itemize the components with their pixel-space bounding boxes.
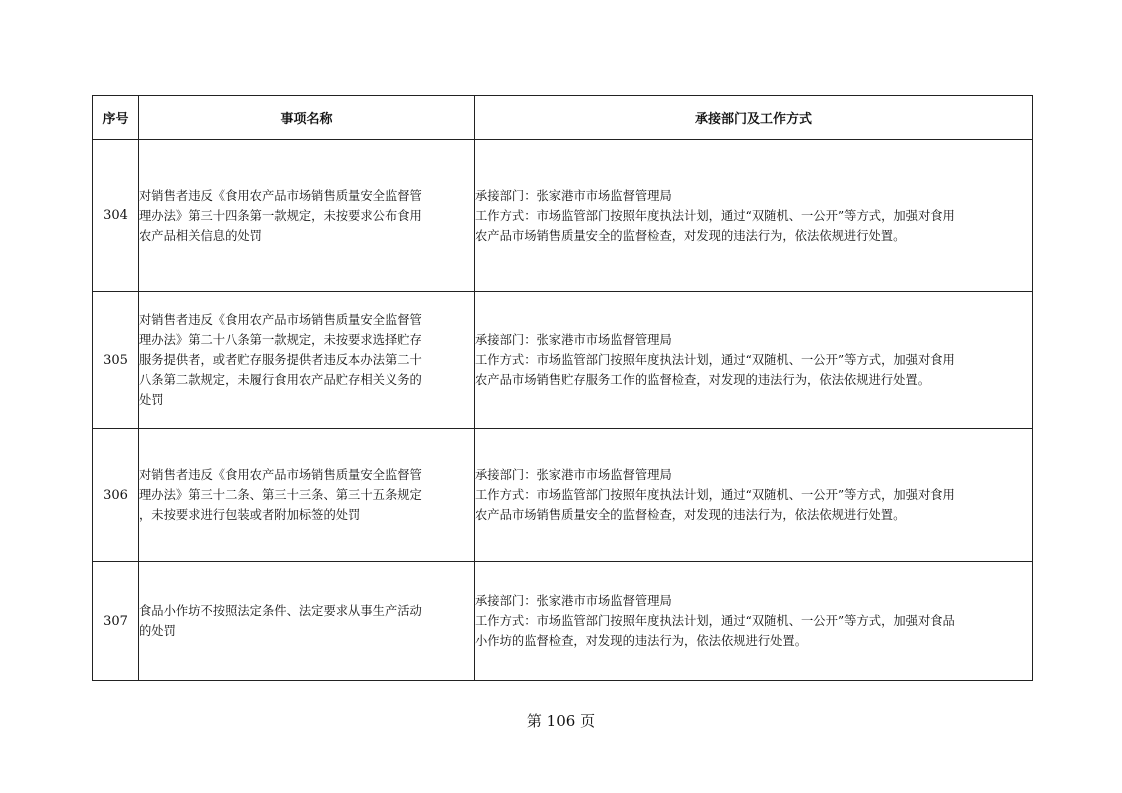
- header-dept: 承接部门及工作方式: [475, 96, 1033, 140]
- item-name: [139, 429, 475, 562]
- item-name-line: ，未按要求进行包装或者附加标签的处罚: [139, 508, 361, 522]
- item-name-line: 处罚: [139, 393, 164, 407]
- item-name-line: 理办法》第三十二条、第三十三条、第三十五条规定: [139, 488, 422, 502]
- dept-line: 承接部门：张家港市市场监督管理局: [475, 468, 672, 482]
- item-name-line: 食品小作坊不按照法定条件、法定要求从事生产活动: [139, 604, 422, 618]
- method-line: 工作方式：市场监管部门按照年度执法计划，通过“双随机、一公开”等方式，加强对食用: [475, 488, 955, 502]
- table-header-row: [93, 96, 1033, 140]
- item-name-line: 理办法》第二十八条第一款规定，未按要求选择贮存: [139, 333, 422, 347]
- item-name: [139, 562, 475, 681]
- method-line: 农产品市场销售质量安全的监督检查，对发现的违法行为，依法依规进行处置。: [475, 508, 906, 522]
- item-name-line: 理办法》第三十四条第一款规定，未按要求公布食用: [139, 208, 422, 223]
- item-name-line: 农产品相关信息的处罚: [139, 228, 262, 243]
- method-line: 农产品市场销售质量安全的监督检查，对发现的违法行为，依法依规进行处置。: [475, 228, 906, 243]
- dept-line: 承接部门：张家港市市场监督管理局: [475, 594, 672, 608]
- dept-and-method: [475, 140, 1033, 292]
- row-number: 304: [93, 140, 139, 292]
- item-name-line: 八条第二款规定，未履行食用农产品贮存相关义务的: [139, 373, 422, 387]
- item-name-line: 对销售者违反《食用农产品市场销售质量安全监督管: [139, 188, 422, 203]
- row-number: 307: [93, 562, 139, 681]
- dept-and-method: [475, 562, 1033, 681]
- table-row: [93, 429, 1033, 562]
- item-name: [139, 140, 475, 292]
- item-name: [139, 292, 475, 429]
- table-row: [93, 140, 1033, 292]
- dept-and-method: [475, 429, 1033, 562]
- dept-line: 承接部门：张家港市市场监督管理局: [475, 188, 672, 203]
- method-line: 工作方式：市场监管部门按照年度执法计划，通过“双随机、一公开”等方式，加强对食品: [475, 614, 955, 628]
- enforcement-table: [92, 95, 1033, 681]
- item-name-line: 服务提供者，或者贮存服务提供者违反本办法第二十: [139, 353, 422, 367]
- page-number: 第 106 页: [526, 712, 596, 730]
- row-number: 306: [93, 429, 139, 562]
- item-name-line: 对销售者违反《食用农产品市场销售质量安全监督管: [139, 313, 422, 327]
- method-line: 农产品市场销售贮存服务工作的监督检查，对发现的违法行为，依法依规进行处置。: [475, 373, 930, 387]
- method-line: 小作坊的监督检查，对发现的违法行为，依法依规进行处置。: [475, 634, 808, 648]
- table-row: [93, 562, 1033, 681]
- dept-line: 承接部门：张家港市市场监督管理局: [475, 333, 672, 347]
- header-name: 事项名称: [139, 96, 475, 140]
- header-num: 序号: [93, 96, 139, 140]
- method-line: 工作方式：市场监管部门按照年度执法计划，通过“双随机、一公开”等方式，加强对食用: [475, 208, 955, 223]
- item-name-line: 对销售者违反《食用农产品市场销售质量安全监督管: [139, 468, 422, 482]
- item-name-line: 的处罚: [139, 624, 176, 638]
- method-line: 工作方式：市场监管部门按照年度执法计划，通过“双随机、一公开”等方式，加强对食用: [475, 353, 955, 367]
- row-number: 305: [93, 292, 139, 429]
- table-row: [93, 292, 1033, 429]
- dept-and-method: [475, 292, 1033, 429]
